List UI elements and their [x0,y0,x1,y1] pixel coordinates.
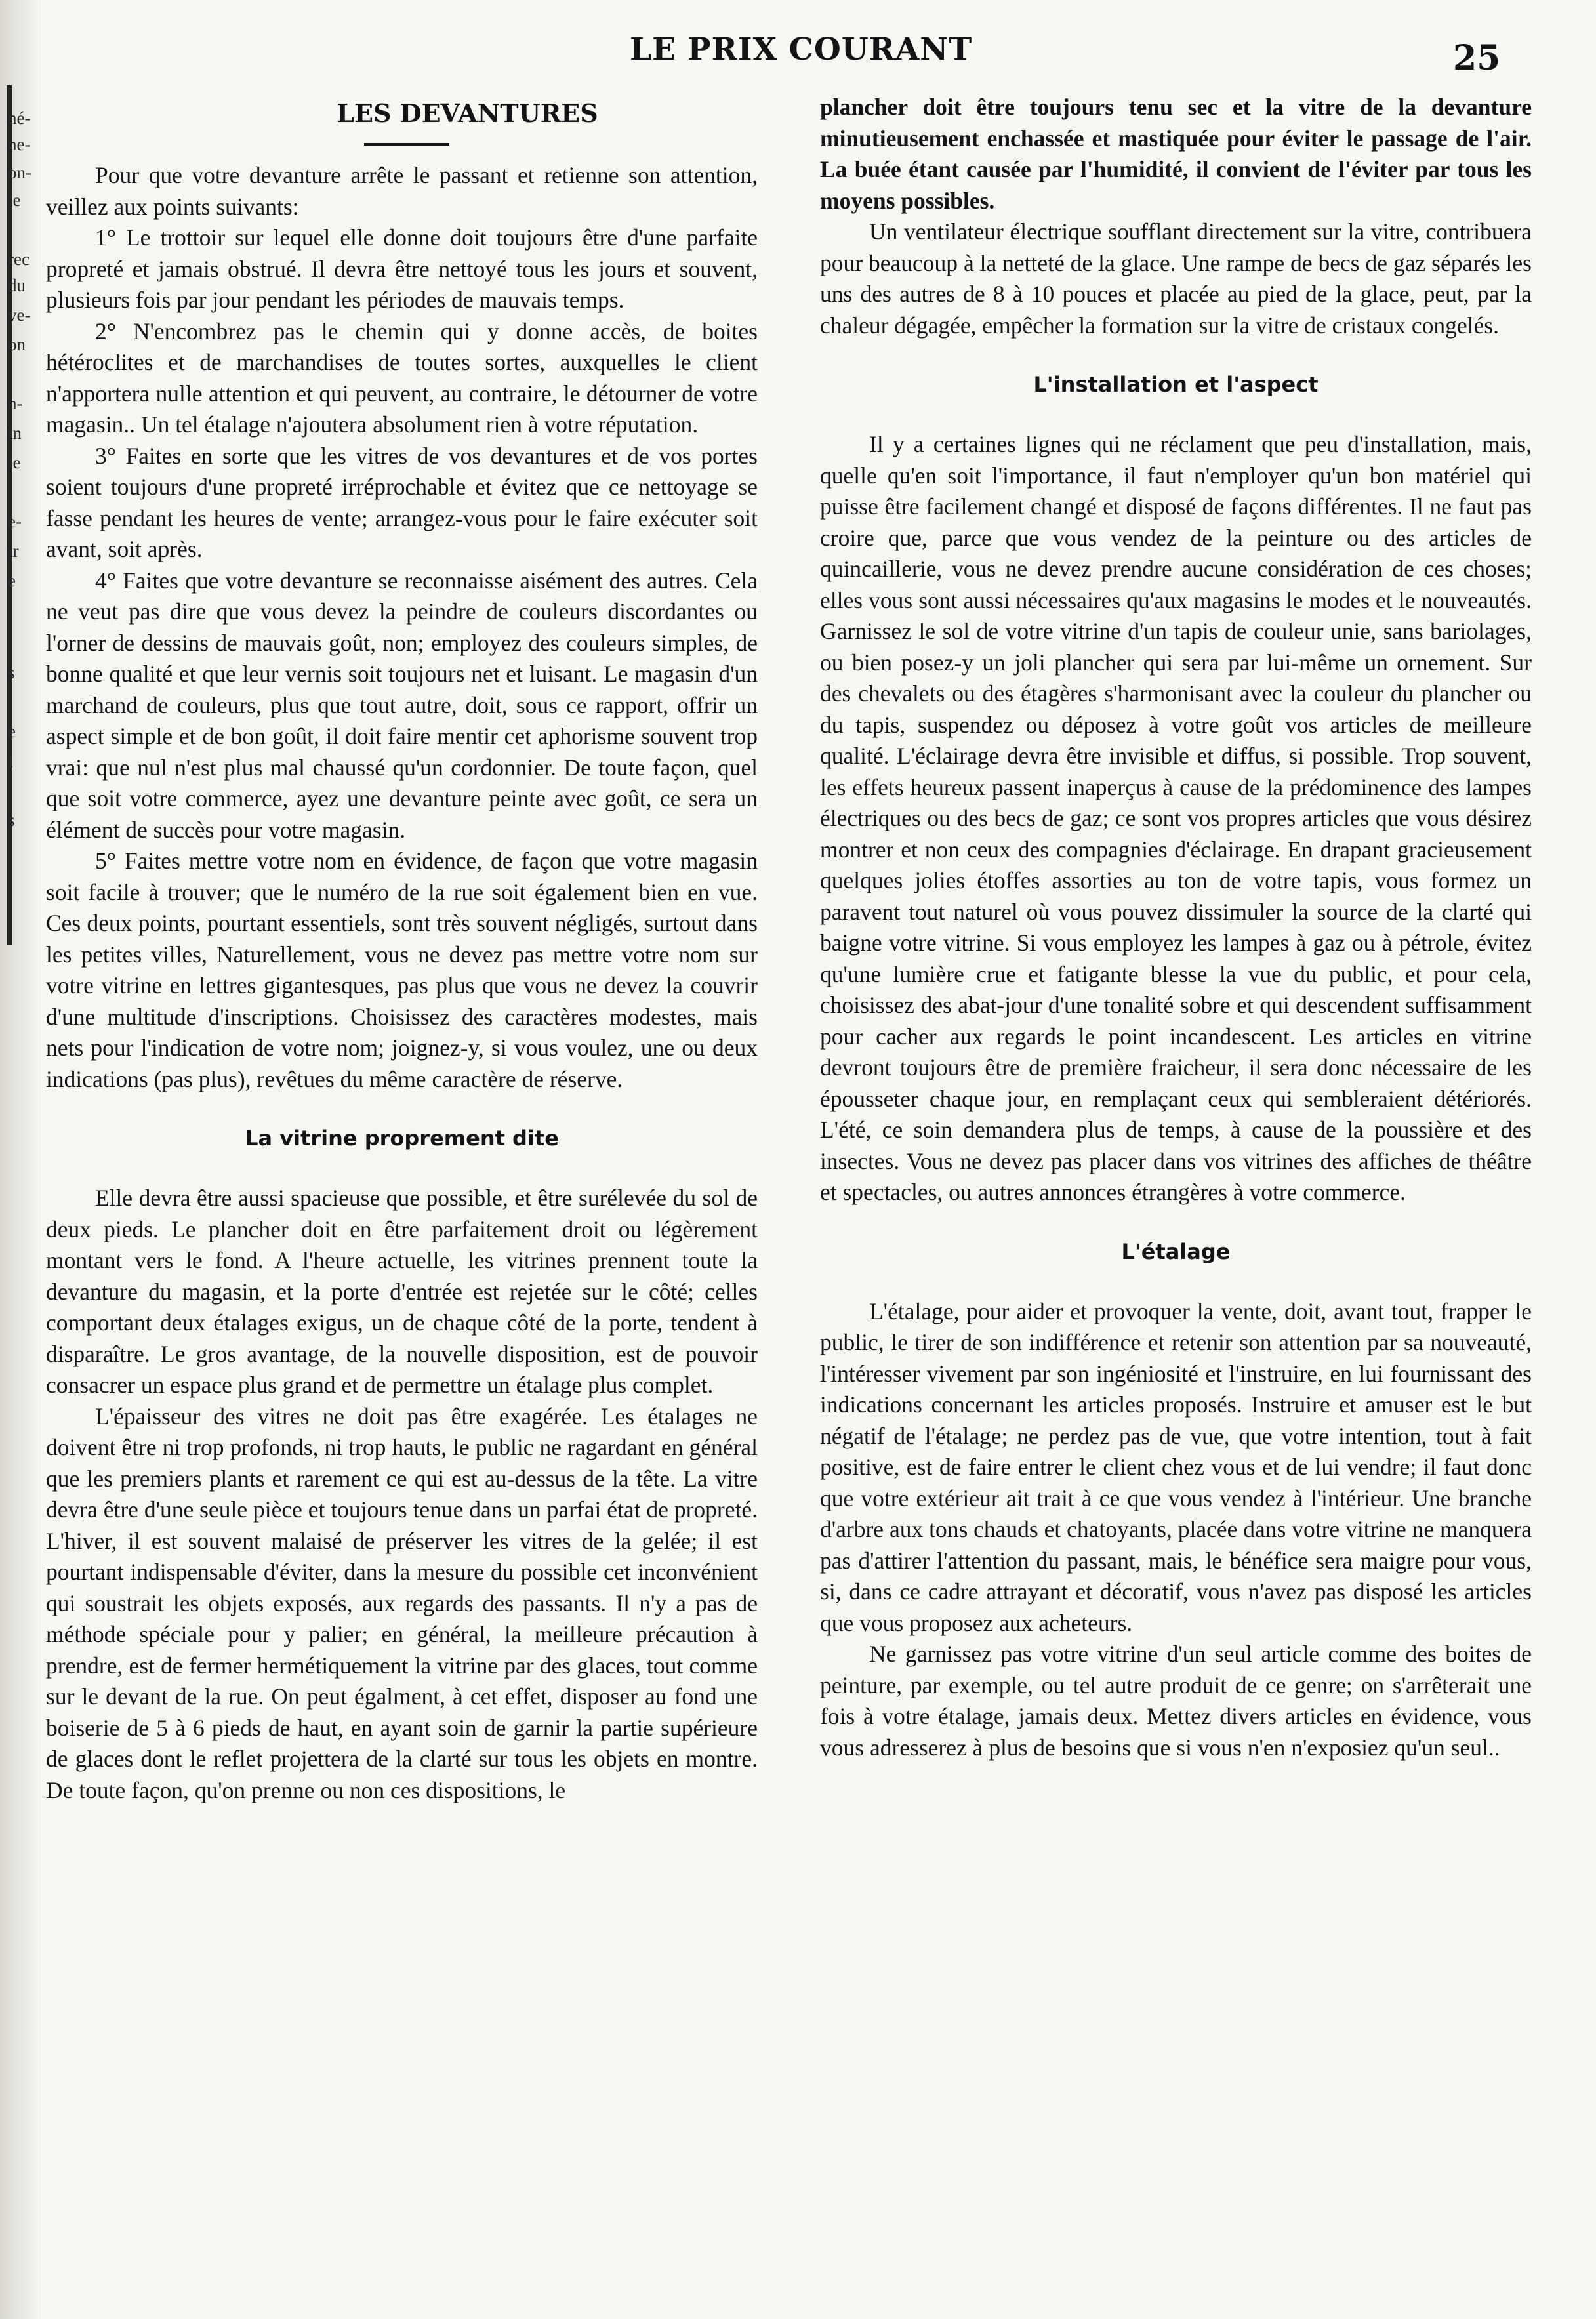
installation-paragraph: Il y a certaines lignes qui ne réclament que peu d'installation, mais, quelle qu'en soit l'importance, il faut n'employer qu'un bon matériel qui puisse être facilement changé et disposé de façons différentes. Il ne faut pas croire que, parce que vous vendez de la peinture ou des articles de quincaillerie, vous ne devez prendre aucune considération de ces choses; elles vous sont aussi nécessaires qu'aux magasins le modes et le nouveautés. Garnissez le sol de votre vitrine d'un tapis de couleur unie, sans bariolages, ou bien posez-y un joli plancher qui sera par lui-même un ornement. Sur des chevalets ou des étagères s'harmonisant avec la couleur du plancher ou du tapis, suspendez ou déposez à votre goût vos articles de meilleure qualité. L'éclairage devra être invisible et diffus, si possible. Trop souvent, les effets heureux passent inaperçus à cause de la prédominence des lampes électriques ou des becs de gaz; ce sont vos propres articles que vous désirez montrer et non ceux des compagnies d'éclairage. En drapant gracieusement quelques jolies étoffes assorties au ton de votre tapis, vous formez un paravent tout naturel où vous pouvez dissimuler la source de la clarté qui baigne votre vitrine. Si vous employez les lampes à gaz ou à pétrole, évitez qu'une lumière crue et fatigante blesse la vue du public, et pour cela, choisissez des abat-jour d'une tonalité sobre et qui descendent suffisamment pour cacher aux regards le point incandescent. Les articles en vitrine devront toujours être de première fraicheur, il sera donc nécessaire de les épousseter chaque jour, en remplaçant ceux qui sembleraient détériorés. L'été, ce soin demandera plus de temps, à cause de la poussière et des insectes. Vous ne devez pas placer dans vos vitrines des affiches de théâtre et spectacles, ou autres annonces étrangères à votre commerce. [820,431,1532,1205]
section-heading-installation: L'installation et l'aspect [1033,372,1319,397]
point-2: 2° N'encombrez pas le chemin qui y donne accès, de boites hétéroclites et de marchandises de toutes sortes, auxquelles le client n'apportera nulle attention et qui peuvent, au contraire, le détourner de votre magasin.. Un tel étalage n'ajoutera absolument rien à votre réputation. [46,318,758,438]
margin-fragment: du [8,276,26,295]
intro-paragraph: Pour que votre devanture arrête le passant et retienne son attention, veillez aux points suivants: [46,162,758,220]
margin-fragment: in [8,423,22,443]
section-heading-vitrine: La vitrine proprement dite [245,1126,559,1151]
point-1: 1° Le trottoir sur lequel elle donne doit toujours être d'une parfaite propreté et jamais obstrué. Il devra être nettoyé tous les jours et souvent, plusieurs fois par jour pendant les périodes de mauvais temps. [46,224,758,313]
margin-fragment: s [8,663,15,682]
margin-fragment: n- [8,394,23,413]
vitrine-paragraph-2: L'épaisseur des vitres ne doit pas être exagérée. Les étalages ne doivent être ni trop profonds, ni trop hauts, le public ne ragardant en général que les premiers plants et rarement ce qui est au-dessus de la tête. La vitre devra être d'une seule pièce et toujours tenue dans un parfai état de propreté. L'hiver, il est souvent malaisé de préserver les vitres de la gelée; il est pourtant indispensable d'éviter, dans la mesure du possible cet inconvénient qui soustrait les objets exposés, aux regards des passants. Il n'y a pas de méthode spéciale pour y palier; en général, la meilleure précaution à prendre, est de fermer hermétiquement la vitrine par des glaces, tout comme sur le devant de la rue. On peut égalment, à cet effet, disposer au fond une boiserie de 5 à 6 pieds de haut, en ayant soin de garnir la partie supérieure de glaces dont le reflet projettera de la clarté sur tous les objets en montre. De toute façon, qu'on prenne ou non ces dispositions, le [46,1403,758,1803]
page-header [0,25,1596,97]
etalage-paragraph-1: L'étalage, pour aider et provoquer la vente, doit, avant tout, frapper le public, le tirer de son indifférence et retenir son attention par sa nouveauté, l'intéresser vivement par son ingéniosité et l'instruire, en lui fournissant des indications concernant les articles proposés. Instruire et amuser est le but négatif de l'étalage; ne perdez pas de vue, que votre intention, tout à fait positive, est de faire entrer le client chez vous et de lui vendre; il faut donc que votre extérieur ait trait à ce que vous vendez à l'intérieur. Une branche d'arbre aux tons chauds et chatoyants, placée dans votre vitrine ne manquera pas d'attirer l'attention du passant, mais, le bénéfice sera maigre pour vous, si, dans ce cadre attrayant et décoratif, vous n'avez pas disposé les articles que vous proposez aux acheteurs. [820,1298,1532,1636]
ventilator-paragraph: Un ventilateur électrique soufflant directement sur la vitre, contribuera pour beaucoup à la netteté de la glace. Une rampe de becs de gaz séparés les uns des autres de 8 à 10 pouces et placée au pied de la glace, peut, par la chaleur dégagée, empêcher la formation sur la vitre de cristaux congelés. [820,218,1532,339]
margin-fragment: rec [8,249,30,269]
continuation-paragraph: plancher doit être toujours tenu sec et la vitre de la devanture minutieusement enchassée et mastiquée pour éviter le passage de l'air. La buée étant causée par l'humidité, il convient de l'éviter par tous les moyens possibles. [820,94,1532,214]
article-title: LES DEVANTURES [337,98,598,128]
margin-fragment: né- [8,108,31,128]
margin-fragment: e- [8,512,22,531]
point-5: 5° Faites mettre votre nom en évidence, de façon que votre magasin soit facile à trouver; que le numéro de la rue soit également bien en vue. Ces deux points, pourtant essentiels, sont très souvent négligés, surtout dans les petites villes, Naturellement, vous ne devez pas mettre votre nom sur votre vitrine en lettres gigantesques, pas plus que vous ne devez la couvrir d'une multitude d'inscriptions. Choisissez des caractères modestes, mais nets pour l'indication de votre nom; joignez-y, si vous voulez, une ou deux indications (pas plus), revêtues du même caractère de réserve. [46,848,758,1092]
margin-fragment: on [8,335,26,354]
margin-fragment: ne- [8,134,31,154]
etalage-paragraph-2: Ne garnissez pas votre vitrine d'un seul article comme des boites de peinture, par exemple, ou tel autre produit de ce genre; on s'arrêterait une fois à votre étalage, jamais deux. Mettez divers articles en évidence, vous vous adresserez à plus de besoins que si vous n'en n'exposiez qu'un seul.. [820,1641,1532,1761]
margin-fragment: on- [8,163,31,182]
margin-fragment: e [8,722,16,741]
scan-left-margin [0,0,38,2319]
margin-fragment: ve- [8,305,31,325]
margin-fragment: l [8,751,13,771]
margin-fragment: s [8,810,15,830]
vitrine-paragraph-1: Elle devra être aussi spacieuse que possible, et être surélevée du sol de deux pieds. Le plancher doit en être parfaitement droit ou légèrement montant vers le fond. A l'heure actuelle, les vitrines prennent toute la devanture du magasin, et la porte d'entrée est rejetée sur le côté; celles comportant deux étalages exigus, un de chaque côté de la porte, tendent à disparaître. Le gros avantage, de la nouvelle disposition, est de pouvoir consacrer un espace plus grand et de permettre un étalage plus complet. [46,1185,758,1398]
point-4: 4° Faites que votre devanture se reconnaisse aisément des autres. Cela ne veut pas dire que vous devez la peindre de couleurs discordantes ou l'orner de dessins de mauvais goût, non; employez des couleurs simples, de bonne qualité et que leur vernis soit toujours net et luisant. Le magasin d'un marchand de couleurs, plus que tout autre, doit, sous ce rapport, offrir un aspect simple et de bon goût, il doit faire mentir cet aphorisme souvent trop vrai: que nul n'est plus mal chaussé qu'un cordonnier. De toute façon, quel que soit votre commerce, ayez une devanture peinte avec goût, ce sera un élément de succès pour votre magasin. [46,567,758,843]
right-column [820,92,1532,1763]
margin-fragment: e [8,571,16,590]
page-number: 25 [1453,38,1501,78]
journal-title: LE PRIX COURANT [630,31,973,68]
margin-fragment: ir [8,541,19,561]
title-rule [364,143,449,146]
margin-fragment: le [8,453,21,472]
margin-fragment: le [8,190,21,210]
point-3: 3° Faites en sorte que les vitres de vos devantures et de vos portes soient toujours d'une propreté irréprochable et évitez que ce nettoyage se fasse pendant les heures de vente; arrangez-vous pour le faire exécuter soit avant, soit après. [46,442,758,562]
left-column [46,92,758,1806]
section-heading-etalage: L'étalage [1121,1239,1231,1264]
